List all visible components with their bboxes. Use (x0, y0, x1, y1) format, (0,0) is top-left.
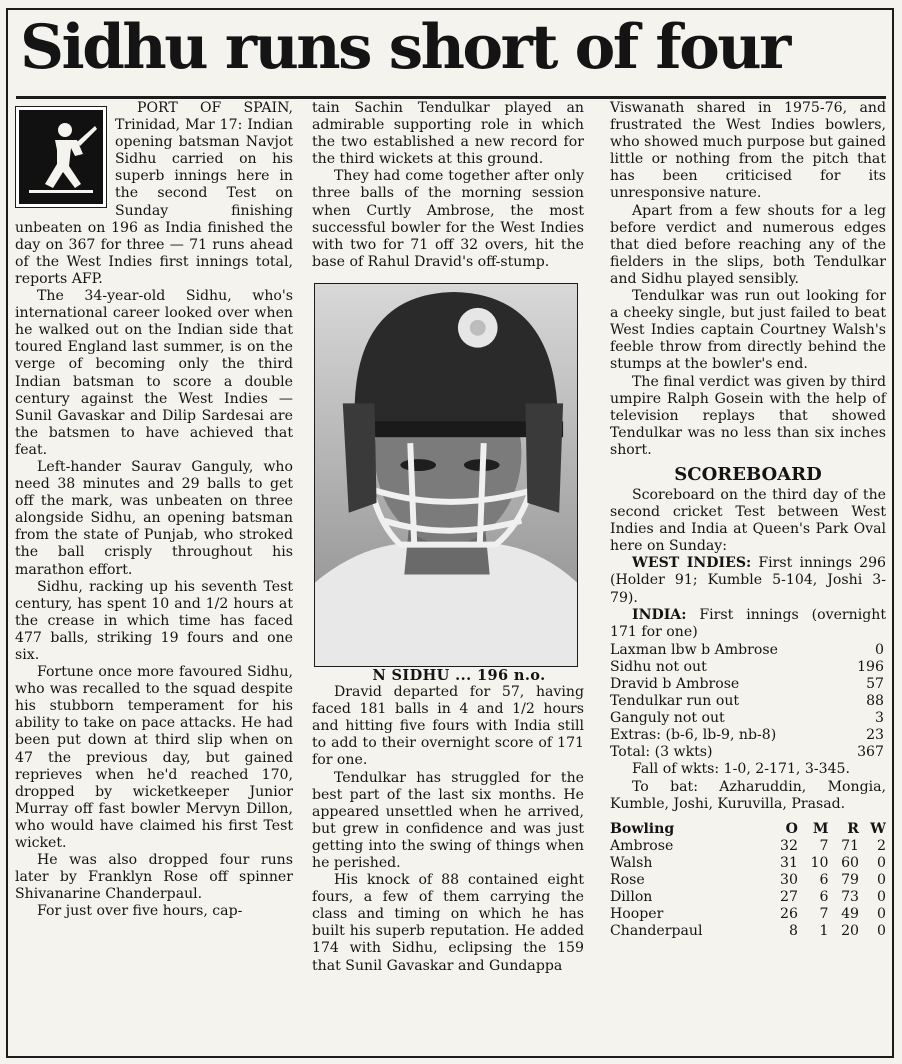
paragraph: tain Sachin Tendulkar played an admirable supporting role in which the two established a new record for the third wickets at this ground. (312, 100, 584, 168)
overs-cell: 30 (780, 872, 798, 889)
table-row (610, 693, 886, 710)
wickets-cell: 0 (877, 889, 886, 906)
paragraph: He was also dropped four runs later by Franklyn Rose off spinner Shivanarine Chanderpaul. (15, 852, 293, 903)
wickets-cell: 2 (877, 837, 886, 854)
column-header: Bowling (610, 820, 675, 837)
table-row (610, 642, 886, 659)
table-row (610, 744, 886, 761)
fall-of-wickets: Fall of wkts: 1-0, 2-171, 3-345. (632, 761, 850, 778)
batsman-runs: 3 (875, 710, 884, 727)
maidens-cell: 7 (819, 837, 829, 854)
paragraph: Apart from a few shouts for a leg before verdict and numerous edges that died before reaching any of the fielders in the slips, both Tendulkar and Sidhu played sensibly. (610, 202, 886, 287)
india-label: INDIA: (632, 606, 687, 623)
paragraph: Dravid departed for 57, having faced 181 balls in 4 and 1/2 hours and hitting five fours with India still to add to their overnight score of 171 for one. (312, 684, 584, 769)
table-row (610, 710, 886, 727)
wickets-cell: 0 (877, 906, 886, 923)
scoreboard-title: SCOREBOARD (674, 463, 822, 485)
table-row (610, 838, 886, 855)
overs-cell: 26 (780, 906, 798, 923)
runs-cell: 71 (841, 837, 859, 854)
column-header: R (847, 820, 859, 837)
table-row (610, 889, 886, 906)
bowler-name: Dillon (610, 889, 653, 906)
paragraph: The 34-year-old Sidhu, who's international career looked over when he walked out on the Indian side that toured England last summer, is on the verge of becoming only the third Indian batsman to score a double century against the West Indies — Sunil Gavaskar and Dilip Sardesai are the batsmen to have achieved that feat. (15, 288, 293, 458)
overs-cell: 32 (780, 837, 798, 854)
extras-runs: 23 (866, 727, 884, 744)
wickets-cell: 0 (877, 854, 886, 871)
bowler-name: Hooper (610, 906, 664, 923)
runs-cell: 20 (841, 923, 859, 940)
wickets-cell: 0 (877, 872, 886, 889)
batting-table (610, 642, 886, 762)
to-bat: To bat: Azharuddin, Mongia, Kumble, Joshi, Kuruvilla, Prasad. (610, 778, 886, 812)
batsman-runs: 196 (857, 658, 884, 675)
total-runs: 367 (857, 744, 884, 761)
table-row (610, 659, 886, 676)
scoreboard-intro: Scoreboard on the third day of the second cricket Test between West Indies and India at Queen's Park Oval here on Sunday: (610, 486, 886, 555)
paragraph: PORT OF SPAIN, Trinidad, Mar 17: Indian opening batsman Navjot Sidhu carried on his superb innings here in the second Test on Sunday finishing unbeaten on 196 as India finished the day on 367 for three — 71 runs ahead of the West Indies first innings total, reports AFP. (15, 100, 293, 287)
batsman-runs: 57 (866, 676, 884, 692)
paragraph: Tendulkar was run out looking for a cheeky single, but just failed to beat West Indies captain Courtney Walsh's feeble throw from directly behind the stumps at the bowler's end. (610, 288, 886, 373)
total-entry: Total: (3 wkts) (610, 744, 713, 761)
overs-cell: 27 (780, 889, 798, 906)
overs-cell: 8 (788, 923, 798, 940)
paragraph: For just over five hours, cap- (37, 903, 243, 920)
paragraph: They had come together after only three balls of the morning session when Curtly Ambrose, the most successful bowler for the West Indies with two for 71 off 32 overs, hit the base of Rahul Dravid's off-stump. (312, 168, 584, 270)
wickets-cell: 0 (877, 923, 886, 940)
bowler-name: Walsh (610, 854, 653, 871)
paragraph: Tendulkar has struggled for the best part of the last six months. He appeared unsettled when he arrived, but grew in confidence and was just getting into the swing of things when he perished. (312, 769, 584, 871)
table-row (610, 906, 886, 923)
runs-cell: 49 (841, 906, 859, 923)
maidens-cell: 6 (819, 889, 829, 906)
paragraph: His knock of 88 contained eight fours, a few of them carrying the class and timing on which he has built his superb reputation. He added 174 with Sidhu, eclipsing the 159 that Sunil Gavaskar and Gundappa (312, 872, 584, 974)
batsman-entry: Laxman lbw b Ambrose (610, 641, 778, 658)
cricket-logo-icon (15, 106, 107, 208)
batsman-silhouette-icon (25, 120, 97, 196)
india-innings (610, 607, 886, 641)
column-header: W (870, 820, 886, 837)
headline: Sidhu runs short of four (20, 12, 789, 83)
maidens-cell: 6 (819, 872, 829, 889)
table-row (610, 676, 886, 693)
photo-caption: N SIDHU ... 196 n.o. (372, 666, 546, 684)
runs-cell: 79 (841, 872, 859, 889)
column-header: O (785, 820, 798, 837)
paragraph: Left-hander Saurav Ganguly, who need 38 minutes and 29 balls to get off the mark, was unbeaten on three alongside Sidhu, an opening batsman from the state of Punjab, who stroked the ball crisply throughout his marathon effort. (15, 458, 293, 578)
table-row (610, 872, 886, 889)
india-summary: First innings (overnight 171 for one) (610, 606, 886, 640)
paragraph: The final verdict was given by third umpire Ralph Gosein with the help of television replays that showed Tendulkar was no less than six inches short. (610, 373, 886, 458)
column-header: M (812, 820, 829, 837)
article-column-3 (610, 100, 886, 940)
maidens-cell: 1 (819, 923, 829, 940)
article-column-1 (15, 100, 293, 921)
maidens-cell: 7 (819, 906, 829, 923)
bowling-table (610, 821, 886, 941)
overs-cell: 31 (780, 854, 798, 871)
batsman-entry: Tendulkar run out (610, 693, 740, 710)
west-indies-label: WEST INDIES: (632, 555, 752, 572)
batsman-runs: 0 (875, 641, 884, 658)
headline-rule (16, 96, 886, 99)
bowler-name: Rose (610, 872, 645, 889)
sidhu-photo (314, 283, 578, 667)
maidens-cell: 10 (810, 854, 829, 871)
bowler-name: Chanderpaul (610, 923, 703, 940)
paragraph: Sidhu, racking up his seventh Test century, has spent 10 and 1/2 hours at the crease in which time has faced 477 balls, striking 19 fours and one six. (15, 578, 293, 663)
table-row (610, 727, 886, 744)
table-row (610, 855, 886, 872)
paragraph: Viswanath shared in 1975-76, and frustrated the West Indies bowlers, who showed much purpose but gained little or nothing from the pitch that has been criticised for its unresponsive nature. (610, 100, 886, 202)
batsman-runs: 88 (866, 693, 884, 710)
bowler-name: Ambrose (610, 837, 674, 854)
article-column-2 (312, 100, 584, 975)
table-header-row (610, 821, 886, 838)
batsman-entry: Sidhu not out (610, 658, 707, 675)
west-indies-innings (610, 555, 886, 606)
batsman-entry: Dravid b Ambrose (610, 676, 740, 692)
table-row (610, 923, 886, 940)
batsman-entry: Ganguly not out (610, 710, 725, 727)
runs-cell: 60 (841, 854, 859, 871)
runs-cell: 73 (841, 889, 859, 906)
extras-entry: Extras: (b-6, lb-9, nb-8) (610, 727, 777, 744)
west-indies-summary: First innings 296 (Holder 91; Kumble 5-104, Joshi 3-79). (610, 555, 886, 606)
paragraph: Fortune once more favoured Sidhu, who was recalled to the squad despite his stubborn temperament for his ability to take on pace attacks. He had been put down at third slip when on 47 the previous day, but gained reprieves when he'd reached 170, dropped by wicketkeeper Junior Murray off fast bowler Mervyn Dillon, who would have claimed his first Test wicket. (15, 664, 293, 852)
